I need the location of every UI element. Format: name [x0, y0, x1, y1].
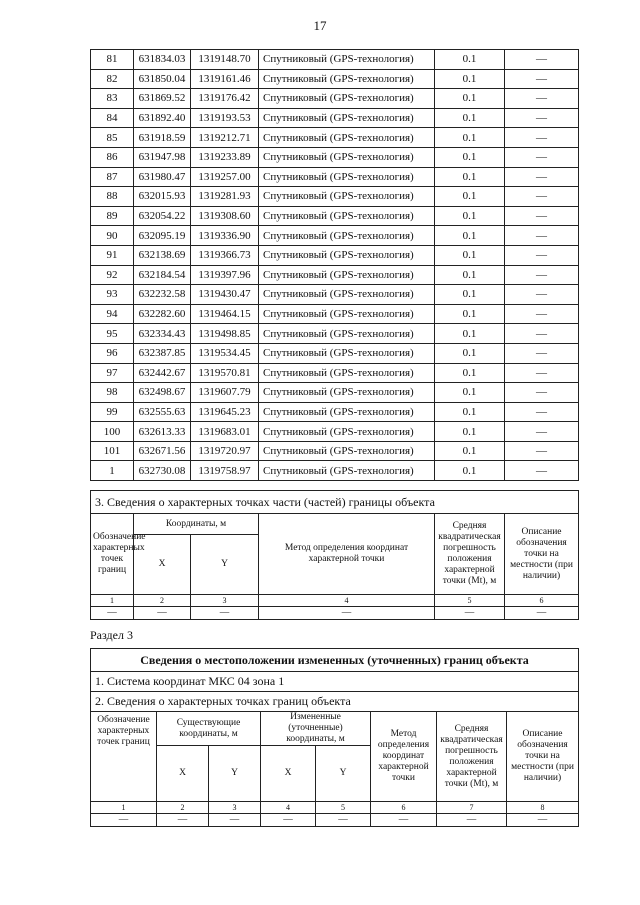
empty-cell: — — [437, 814, 507, 827]
col-number: 6 — [371, 802, 437, 814]
empty-cell: — — [261, 814, 316, 827]
accuracy-cell: 0.1 — [435, 206, 505, 226]
x-coordinate-cell: 632184.54 — [134, 265, 191, 285]
method-cell: Спутниковый (GPS-технология) — [259, 69, 435, 89]
x-coordinate-cell: 632282.60 — [134, 304, 191, 324]
col-x: X — [261, 746, 316, 802]
description-cell: — — [505, 422, 579, 442]
table-row — [91, 69, 579, 89]
col-accuracy: Средняя квадратическая погрешность положения характерной точки (Mt), м — [437, 712, 507, 802]
x-coordinate-cell: 631850.04 — [134, 69, 191, 89]
y-coordinate-cell: 1319607.79 — [191, 383, 259, 403]
empty-cell: — — [435, 607, 505, 620]
page-number: 17 — [313, 18, 327, 33]
method-cell: Спутниковый (GPS-технология) — [259, 304, 435, 324]
accuracy-cell: 0.1 — [435, 69, 505, 89]
method-cell: Спутниковый (GPS-технология) — [259, 402, 435, 422]
point-number-cell: 96 — [91, 343, 134, 363]
table-row — [91, 206, 579, 226]
col-number: 4 — [259, 595, 435, 607]
x-coordinate-cell: 631869.52 — [134, 89, 191, 109]
empty-cell: — — [316, 814, 371, 827]
accuracy-cell: 0.1 — [435, 285, 505, 305]
empty-cell: — — [91, 814, 157, 827]
coordinates-table — [90, 49, 579, 481]
col-number: 5 — [316, 802, 371, 814]
y-coordinate-cell: 1319498.85 — [191, 324, 259, 344]
point-number-cell: 94 — [91, 304, 134, 324]
razdel3-heading: Сведения о местоположении измененных (уточненных) границ объекта — [91, 649, 579, 672]
x-coordinate-cell: 632498.67 — [134, 383, 191, 403]
description-cell: — — [505, 187, 579, 207]
method-cell: Спутниковый (GPS-технология) — [259, 187, 435, 207]
method-cell: Спутниковый (GPS-технология) — [259, 147, 435, 167]
table-row — [91, 324, 579, 344]
method-cell: Спутниковый (GPS-технология) — [259, 343, 435, 363]
y-coordinate-cell: 1319281.93 — [191, 187, 259, 207]
description-cell: — — [505, 343, 579, 363]
y-coordinate-cell: 1319193.53 — [191, 108, 259, 128]
x-coordinate-cell: 632334.43 — [134, 324, 191, 344]
method-cell: Спутниковый (GPS-технология) — [259, 461, 435, 481]
y-coordinate-cell: 1319645.23 — [191, 402, 259, 422]
y-coordinate-cell: 1319233.89 — [191, 147, 259, 167]
table-row — [91, 461, 579, 481]
description-cell: — — [505, 245, 579, 265]
table-row — [91, 128, 579, 148]
accuracy-cell: 0.1 — [435, 167, 505, 187]
point-number-cell: 97 — [91, 363, 134, 383]
col-y: Y — [191, 535, 259, 595]
table-row — [91, 89, 579, 109]
point-number-cell: 82 — [91, 69, 134, 89]
point-number-cell: 101 — [91, 441, 134, 461]
col-coordinates: Координаты, м — [134, 514, 259, 535]
col-number: 2 — [134, 595, 191, 607]
table-row — [91, 304, 579, 324]
empty-cell: — — [91, 607, 134, 620]
empty-cell: — — [507, 814, 579, 827]
method-cell: Спутниковый (GPS-технология) — [259, 167, 435, 187]
description-cell: — — [505, 128, 579, 148]
point-number-cell: 93 — [91, 285, 134, 305]
point-number-cell: 99 — [91, 402, 134, 422]
col-number: 6 — [505, 595, 579, 607]
accuracy-cell: 0.1 — [435, 402, 505, 422]
x-coordinate-cell: 631834.03 — [134, 50, 191, 70]
method-cell: Спутниковый (GPS-технология) — [259, 128, 435, 148]
accuracy-cell: 0.1 — [435, 226, 505, 246]
point-number-cell: 89 — [91, 206, 134, 226]
table-row — [91, 285, 579, 305]
empty-cell: — — [191, 607, 259, 620]
description-cell: — — [505, 461, 579, 481]
col-number: 1 — [91, 595, 134, 607]
accuracy-cell: 0.1 — [435, 324, 505, 344]
accuracy-cell: 0.1 — [435, 304, 505, 324]
col-number: 8 — [507, 802, 579, 814]
y-coordinate-cell: 1319366.73 — [191, 245, 259, 265]
table-row — [91, 50, 579, 70]
y-coordinate-cell: 1319336.90 — [191, 226, 259, 246]
table-row — [91, 108, 579, 128]
col-number: 3 — [191, 595, 259, 607]
table-row — [91, 245, 579, 265]
table-row — [91, 343, 579, 363]
y-coordinate-cell: 1319683.01 — [191, 422, 259, 442]
description-cell: — — [505, 324, 579, 344]
table-row — [91, 422, 579, 442]
description-cell: — — [505, 89, 579, 109]
accuracy-cell: 0.1 — [435, 383, 505, 403]
accuracy-cell: 0.1 — [435, 343, 505, 363]
table-row — [91, 265, 579, 285]
col-description: Описание обозначения точки на местности (при наличии) — [505, 514, 579, 595]
method-cell: Спутниковый (GPS-технология) — [259, 108, 435, 128]
empty-cell: — — [371, 814, 437, 827]
table-row — [91, 147, 579, 167]
col-changed-coords: Измененные (уточненные) координаты, м — [261, 712, 371, 746]
empty-cell: — — [259, 607, 435, 620]
y-coordinate-cell: 1319212.71 — [191, 128, 259, 148]
x-coordinate-cell: 631980.47 — [134, 167, 191, 187]
y-coordinate-cell: 1319464.15 — [191, 304, 259, 324]
y-coordinate-cell: 1319176.42 — [191, 89, 259, 109]
method-cell: Спутниковый (GPS-технология) — [259, 226, 435, 246]
point-number-cell: 84 — [91, 108, 134, 128]
point-number-cell: 98 — [91, 383, 134, 403]
col-method: Метод определения координат характерной точки — [259, 514, 435, 595]
method-cell: Спутниковый (GPS-технология) — [259, 206, 435, 226]
accuracy-cell: 0.1 — [435, 50, 505, 70]
y-coordinate-cell: 1319720.97 — [191, 441, 259, 461]
accuracy-cell: 0.1 — [435, 461, 505, 481]
table-row — [91, 383, 579, 403]
col-y: Y — [209, 746, 261, 802]
description-cell: — — [505, 206, 579, 226]
x-coordinate-cell: 632015.93 — [134, 187, 191, 207]
x-coordinate-cell: 632613.33 — [134, 422, 191, 442]
accuracy-cell: 0.1 — [435, 363, 505, 383]
empty-cell: — — [209, 814, 261, 827]
point-number-cell: 91 — [91, 245, 134, 265]
col-designation: Обозначение характерных точек границ — [91, 712, 157, 802]
description-cell: — — [505, 167, 579, 187]
point-number-cell: 85 — [91, 128, 134, 148]
description-cell: — — [505, 304, 579, 324]
x-coordinate-cell: 632054.22 — [134, 206, 191, 226]
x-coordinate-cell: 632555.63 — [134, 402, 191, 422]
point-number-cell: 1 — [91, 461, 134, 481]
y-coordinate-cell: 1319430.47 — [191, 285, 259, 305]
accuracy-cell: 0.1 — [435, 245, 505, 265]
col-number: 7 — [437, 802, 507, 814]
point-number-cell: 90 — [91, 226, 134, 246]
col-x: X — [134, 535, 191, 595]
x-coordinate-cell: 631918.59 — [134, 128, 191, 148]
col-number: 5 — [435, 595, 505, 607]
description-cell: — — [505, 147, 579, 167]
x-coordinate-cell: 632232.58 — [134, 285, 191, 305]
empty-cell: — — [157, 814, 209, 827]
col-method: Метод определения координат характерной точки — [371, 712, 437, 802]
accuracy-cell: 0.1 — [435, 128, 505, 148]
accuracy-cell: 0.1 — [435, 89, 505, 109]
col-y: Y — [316, 746, 371, 802]
table-row — [91, 226, 579, 246]
section3-title: 3. Сведения о характерных точках части (частей) границы объекта — [91, 491, 579, 514]
x-coordinate-cell: 632138.69 — [134, 245, 191, 265]
point-number-cell: 95 — [91, 324, 134, 344]
description-cell: — — [505, 108, 579, 128]
accuracy-cell: 0.1 — [435, 265, 505, 285]
description-cell: — — [505, 265, 579, 285]
x-coordinate-cell: 632671.56 — [134, 441, 191, 461]
method-cell: Спутниковый (GPS-технология) — [259, 324, 435, 344]
y-coordinate-cell: 1319161.46 — [191, 69, 259, 89]
y-coordinate-cell: 1319758.97 — [191, 461, 259, 481]
accuracy-cell: 0.1 — [435, 187, 505, 207]
x-coordinate-cell: 631892.40 — [134, 108, 191, 128]
description-cell: — — [505, 383, 579, 403]
point-number-cell: 88 — [91, 187, 134, 207]
col-number: 4 — [261, 802, 316, 814]
table-row — [91, 187, 579, 207]
x-coordinate-cell: 632442.67 — [134, 363, 191, 383]
description-cell: — — [505, 285, 579, 305]
point-number-cell: 83 — [91, 89, 134, 109]
point-number-cell: 92 — [91, 265, 134, 285]
table-row — [91, 402, 579, 422]
col-x: X — [157, 746, 209, 802]
method-cell: Спутниковый (GPS-технология) — [259, 285, 435, 305]
x-coordinate-cell: 632730.08 — [134, 461, 191, 481]
col-accuracy: Средняя квадратическая погрешность положения характерной точки (Mt), м — [435, 514, 505, 595]
description-cell: — — [505, 69, 579, 89]
razdel3-table — [90, 648, 579, 827]
x-coordinate-cell: 632387.85 — [134, 343, 191, 363]
method-cell: Спутниковый (GPS-технология) — [259, 245, 435, 265]
description-cell: — — [505, 50, 579, 70]
method-cell: Спутниковый (GPS-технология) — [259, 363, 435, 383]
x-coordinate-cell: 631947.98 — [134, 147, 191, 167]
empty-cell: — — [505, 607, 579, 620]
empty-cell: — — [134, 607, 191, 620]
y-coordinate-cell: 1319148.70 — [191, 50, 259, 70]
y-coordinate-cell: 1319308.60 — [191, 206, 259, 226]
description-cell: — — [505, 402, 579, 422]
description-cell: — — [505, 226, 579, 246]
col-number: 1 — [91, 802, 157, 814]
y-coordinate-cell: 1319257.00 — [191, 167, 259, 187]
razdel-label: Раздел 3 — [90, 628, 133, 642]
coordinate-system: 1. Система координат МКС 04 зона 1 — [91, 672, 579, 692]
accuracy-cell: 0.1 — [435, 147, 505, 167]
x-coordinate-cell: 632095.19 — [134, 226, 191, 246]
description-cell: — — [505, 441, 579, 461]
col-existing-coords: Существующие координаты, м — [157, 712, 261, 746]
y-coordinate-cell: 1319570.81 — [191, 363, 259, 383]
y-coordinate-cell: 1319534.45 — [191, 343, 259, 363]
table-row — [91, 441, 579, 461]
col-number: 2 — [157, 802, 209, 814]
col-description: Описание обозначения точки на местности (при наличии) — [507, 712, 579, 802]
method-cell: Спутниковый (GPS-технология) — [259, 89, 435, 109]
section3-table — [90, 490, 579, 620]
method-cell: Спутниковый (GPS-технология) — [259, 383, 435, 403]
col-designation: Обозначение характерных точек границ — [91, 514, 134, 595]
method-cell: Спутниковый (GPS-технология) — [259, 265, 435, 285]
method-cell: Спутниковый (GPS-технология) — [259, 422, 435, 442]
point-number-cell: 87 — [91, 167, 134, 187]
table-row — [91, 167, 579, 187]
col-number: 3 — [209, 802, 261, 814]
table-row — [91, 363, 579, 383]
method-cell: Спутниковый (GPS-технология) — [259, 50, 435, 70]
accuracy-cell: 0.1 — [435, 422, 505, 442]
point-number-cell: 100 — [91, 422, 134, 442]
accuracy-cell: 0.1 — [435, 108, 505, 128]
method-cell: Спутниковый (GPS-технология) — [259, 441, 435, 461]
accuracy-cell: 0.1 — [435, 441, 505, 461]
points-heading: 2. Сведения о характерных точках границ объекта — [91, 692, 579, 712]
point-number-cell: 86 — [91, 147, 134, 167]
y-coordinate-cell: 1319397.96 — [191, 265, 259, 285]
description-cell: — — [505, 363, 579, 383]
point-number-cell: 81 — [91, 50, 134, 70]
